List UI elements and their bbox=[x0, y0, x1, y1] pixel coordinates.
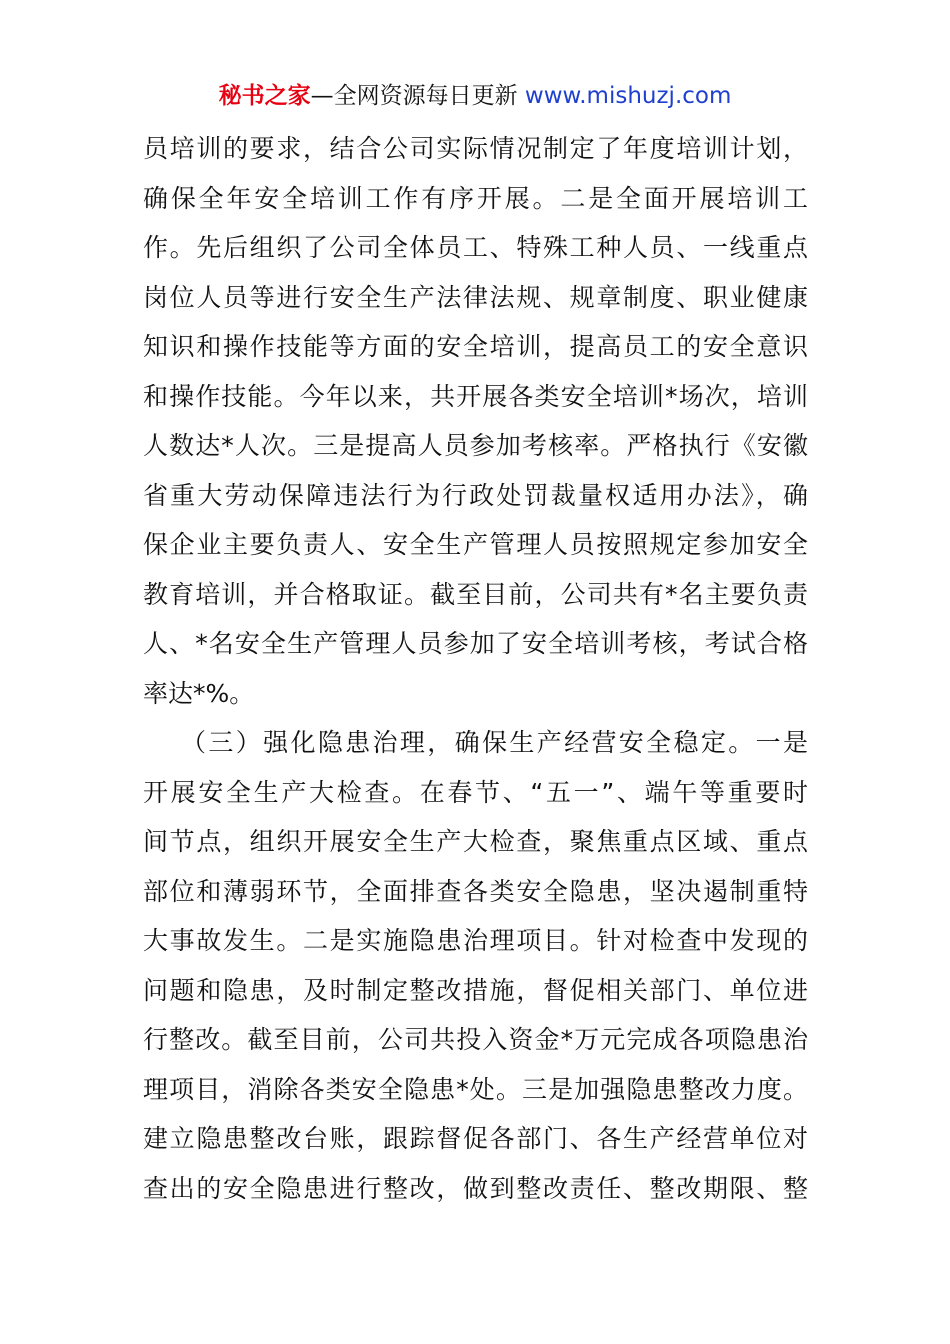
text-line: 问题和隐患，及时制定整改措施，督促相关部门、单位进 bbox=[143, 975, 808, 1005]
text-line: 省重大劳动保障违法行为行政处罚裁量权适用办法》，确 bbox=[143, 480, 808, 510]
body-text bbox=[143, 124, 808, 1213]
text-line: 人、*名安全生产管理人员参加了安全培训考核，考试合格 bbox=[143, 629, 808, 658]
section-heading-line: （三）强化隐患治理，确保生产经营安全稳定。一是 bbox=[181, 728, 808, 757]
text-line: 部位和薄弱环节，全面排查各类安全隐患，坚决遏制重特 bbox=[143, 876, 808, 906]
page-header bbox=[0, 80, 950, 112]
text-line: 和操作技能。今年以来，共开展各类安全培训*场次，培训 bbox=[143, 381, 808, 411]
text-line: 知识和操作技能等方面的安全培训，提高员工的安全意识 bbox=[143, 332, 808, 361]
text-line: 岗位人员等进行安全生产法律法规、规章制度、职业健康 bbox=[143, 282, 808, 312]
text-line: 行整改。截至目前，公司共投入资金*万元完成各项隐患治 bbox=[143, 1025, 808, 1054]
header-brand: 秘书之家 bbox=[218, 83, 311, 109]
header-tagline: —全网资源每日更新 bbox=[310, 83, 525, 109]
text-line: 建立隐患整改台账，跟踪督促各部门、各生产经营单位对 bbox=[143, 1124, 808, 1153]
text-line: 确保全年安全培训工作有序开展。二是全面开展培训工 bbox=[143, 183, 808, 213]
text-line: 查出的安全隐患进行整改，做到整改责任、整改期限、整 bbox=[143, 1173, 808, 1203]
text-line: 人数达*人次。三是提高人员参加考核率。严格执行《安徽 bbox=[143, 431, 808, 460]
text-line: 教育培训，并合格取证。截至目前，公司共有*名主要负责 bbox=[143, 579, 808, 609]
text-line: 间节点，组织开展安全生产大检查，聚焦重点区域、重点 bbox=[143, 827, 808, 856]
text-line: 开展安全生产大检查。在春节、“五一”、端午等重要时 bbox=[143, 777, 808, 807]
header-site-link[interactable]: www.mishuzj.com bbox=[524, 83, 732, 109]
text-line: 理项目，消除各类安全隐患*处。三是加强隐患整改力度。 bbox=[143, 1074, 808, 1104]
text-line: 大事故发生。二是实施隐患治理项目。针对检查中发现的 bbox=[143, 926, 808, 955]
text-line: 率达*%。 bbox=[143, 678, 255, 708]
text-line: 保企业主要负责人、安全生产管理人员按照规定参加安全 bbox=[143, 530, 808, 559]
text-line: 作。先后组织了公司全体员工、特殊工种人员、一线重点 bbox=[143, 233, 808, 262]
text-line: 员培训的要求，结合公司实际情况制定了年度培训计划， bbox=[143, 134, 808, 163]
